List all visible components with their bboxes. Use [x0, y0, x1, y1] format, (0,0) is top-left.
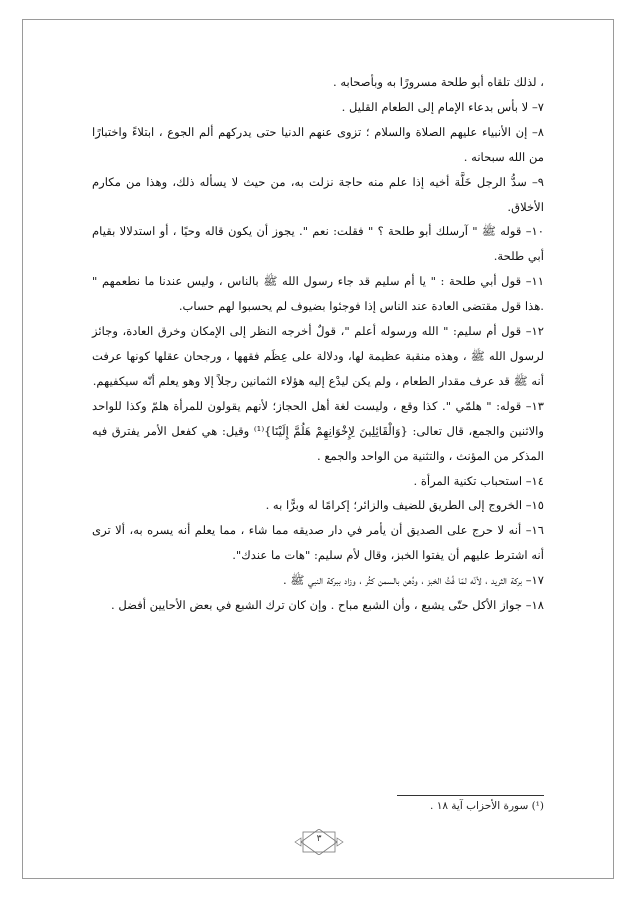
main-text — [92, 70, 544, 618]
paragraph-9: ٩– سدُّ الرجل خَلَّة أخيه إذا علم منه حاجة نزلت به، من حيث لا يسأله ذلك، وهذا من مكارم الأخلاق. — [92, 174, 544, 214]
page-number-ornament — [291, 829, 347, 855]
paragraph-7: ٧– لا بأس بدعاء الإمام إلى الطعام القليل . — [341, 99, 544, 114]
paragraph-16: ١٦– أنه لا حرج على الصديق أن يأمر في دار صديقه مما شاء ، مما يعلم أنه يسره به، ألا ترى أنه اشترط عليهم أن يفتوا الخبز، وقال لأم سليم: "هات ما عندك". — [92, 523, 544, 563]
paragraph-intro: ، لذلك تلقاه أبو طلحة مسرورًا به وبأصحابه . — [332, 75, 544, 89]
paragraph-12: ١٢– قول أم سليم: " الله ورسوله أعلم "، قولٌ أخرجه النظر إلى الإمكان وخرق العادة، وجائز لرسول الله ﷺ ، وهذه منقبة عظيمة لها، ودلالة على عِظَم فقهها ، ورجحان عقلها كونها عرفت أنه ﷺ قد عرف مقدار الطعام ، ولم يكن ليدْع إليه هؤلاء الثمانين رجلاً إلا وهو يعلم أنّه سيكفيهم. — [92, 324, 544, 388]
footnote: (¹) سورة الأحزاب آية ١٨ . — [430, 800, 544, 812]
paragraph-13: ١٣– قوله: " هلمّي ". كذا وقع ، وليست لغة أهل الحجاز؛ لأنهم يقولون للمرأة هلمّ وكذا للواحد والاثنين والجمع، قال تعالى: {وَالْقَائِلِينَ لِإِخْوَانِهِمْ هَلُمَّ إِلَيْنَا}⁽¹⁾ وقيل: هي كفعل الأمر يفترق فيه المذكر من المؤنث ، والتثنية من الواحد والجمع . — [92, 398, 544, 463]
paragraph-8: ٨– إن الأنبياء عليهم الصلاة والسلام ؛ تزوى عنهم الدنيا حتى يدركهم ألم الجوع ، ابتلاءً واختبارًا من الله سبحانه . — [92, 124, 544, 164]
paragraph-11: ١١– قول أبي طلحة : " يا أم سليم قد جاء رسول الله ﷺ بالناس ، وليس عندنا ما نطعمهم " .هذا قول مقتضى العادة عند الناس إذا فوجئوا بضيوف لم يحسبوا لهم حساب. — [92, 274, 544, 314]
paragraph-10: ١٠– قوله ﷺ " آرسلك أبو طلحة ؟ " فقلت: نعم ". يجوز أن يكون قاله وحيًا ، أو استدلالا بقيام أبي طلحة. — [92, 224, 544, 264]
paragraph-17: ١٧– بركة الثريد ، لأنّه لمّا فُتَّ الخبز ، ودُهن بالسمن كثُر ، وزاد ببركة النبي ﷺ . — [283, 573, 544, 588]
paragraph-15: ١٥– الخروج إلى الطريق للضيف والزائر؛ إكرامًا له وبرًّا به . — [265, 498, 544, 513]
paragraph-18: ١٨– جواز الأكل حتّى يشبع ، وأن الشبع مباح . وإن كان ترك الشبع في بعض الأحايين أفضل . — [111, 598, 544, 613]
page-number: ٣ — [316, 834, 322, 844]
footnote-divider — [397, 795, 544, 796]
paragraph-14: ١٤– استحباب تكنية المرأة . — [413, 473, 544, 488]
